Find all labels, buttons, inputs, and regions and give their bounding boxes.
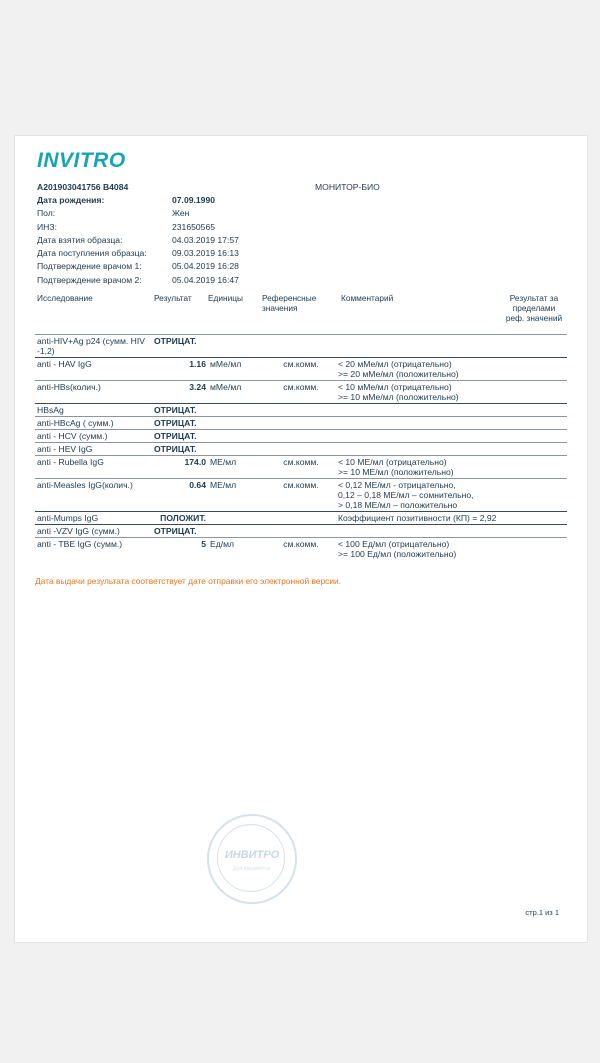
cell-study: anti - HEV IgG — [37, 444, 93, 454]
stamp-text: ИНВИТРО — [224, 849, 280, 861]
header-units: Единицы — [208, 293, 243, 303]
cell-comment — [336, 443, 510, 456]
patient-info — [37, 194, 337, 287]
cell-study: anti - Rubella IgG — [37, 457, 104, 467]
cell-comment: < 0,12 МЕ/мл - отрицательно, 0,12 – 0,18 МЕ/мл – сомнительно, > 0,18 МЕ/мл – положительно — [338, 480, 474, 510]
table-row — [35, 335, 567, 358]
cell-comment — [336, 404, 510, 417]
cell-comment: Коэффициент позитивности (КП) = 2,92 — [338, 513, 497, 523]
cell-out-of-range — [510, 417, 567, 430]
cell-study: anti-Mumps IgG — [37, 513, 99, 523]
table-header — [37, 293, 567, 333]
header-comment: Комментарий — [341, 293, 394, 303]
results-table — [35, 334, 567, 560]
cell-reference: см.комм. — [283, 382, 319, 392]
cell-result: 174.0 — [184, 457, 206, 467]
cell-out-of-range — [510, 404, 567, 417]
info-label: Дата рождения: — [37, 195, 105, 205]
table-row — [35, 443, 567, 456]
cell-out-of-range — [510, 443, 567, 456]
cell-result: 1.16 — [189, 359, 206, 369]
info-row — [37, 260, 337, 273]
cell-comment — [336, 335, 510, 358]
info-value: 05.04.2019 16:28 — [172, 261, 239, 272]
cell-units — [208, 443, 266, 456]
cell-units — [208, 335, 266, 358]
info-value: 07.09.1990 — [172, 195, 216, 205]
cell-comment: < 10 мМе/мл (отрицательно) >= 10 мМе/мл (положительно) — [338, 382, 459, 402]
cell-out-of-range — [510, 479, 567, 512]
cell-units — [208, 525, 266, 538]
info-row — [37, 234, 337, 247]
cell-reference — [266, 443, 336, 456]
table-row — [35, 479, 567, 512]
info-row — [37, 207, 337, 220]
cell-result: ОТРИЦАТ. — [154, 336, 197, 346]
cell-comment — [336, 430, 510, 443]
info-label: Подтверждение врачом 2: — [37, 274, 142, 285]
cell-study: anti - TBE IgG (сумм.) — [37, 539, 123, 549]
table-row — [35, 538, 567, 561]
cell-comment: < 100 Ед/мл (отрицательно) >= 100 Ед/мл (положительно) — [338, 539, 457, 559]
cell-result: ОТРИЦАТ. — [154, 418, 197, 428]
cell-units: Ед/мл — [210, 539, 235, 549]
header-study: Исследование — [37, 293, 93, 303]
cell-out-of-range — [510, 525, 567, 538]
cell-study: anti - HAV IgG — [37, 359, 92, 369]
cell-units: МЕ/мл — [210, 457, 237, 467]
header-out-of-range: Результат за пределами реф. значений — [505, 293, 563, 323]
cell-reference — [266, 525, 336, 538]
info-value: 04.03.2019 17:57 — [172, 234, 239, 245]
info-row — [37, 221, 337, 234]
cell-units — [208, 404, 266, 417]
info-label: Пол: — [37, 208, 56, 219]
cell-result: ПОЛОЖИТ. — [160, 513, 206, 523]
info-value: 09.03.2019 16:13 — [172, 248, 239, 259]
table-row — [35, 381, 567, 404]
footer-note: Дата выдачи результата соответствует дате отправки его электронной версии. — [35, 576, 342, 586]
cell-comment — [336, 417, 510, 430]
cell-units: мМе/мл — [210, 359, 242, 369]
invitro-logo: INVITRO — [37, 149, 126, 172]
info-value: Жен — [172, 208, 190, 219]
table-row — [35, 456, 567, 479]
cell-study: anti-HBcAg ( сумм.) — [37, 418, 114, 428]
cell-result: ОТРИЦАТ. — [154, 431, 197, 441]
cell-out-of-range — [510, 335, 567, 358]
cell-out-of-range — [510, 430, 567, 443]
table-row — [35, 512, 567, 525]
cell-study: HBsAg — [37, 405, 64, 415]
cell-result: 3.24 — [189, 382, 206, 392]
table-row — [35, 525, 567, 538]
cell-units: мМе/мл — [210, 382, 242, 392]
cell-out-of-range — [510, 358, 567, 381]
lab-name: МОНИТОР-БИО — [315, 182, 380, 192]
cell-study: anti-HBs(колич.) — [37, 382, 101, 392]
cell-comment — [336, 525, 510, 538]
info-row — [37, 274, 337, 287]
info-value: 05.04.2019 16:47 — [172, 274, 239, 285]
order-id: A201903041756 B4084 — [37, 182, 129, 192]
table-row — [35, 417, 567, 430]
cell-units — [208, 417, 266, 430]
cell-study: anti-HIV+Ag p24 (сумм. HIV -1,2) — [37, 336, 145, 356]
stamp-subtext: Для документов — [233, 866, 271, 872]
cell-out-of-range — [510, 538, 567, 561]
header-result: Результат — [154, 293, 192, 303]
cell-out-of-range — [510, 512, 567, 525]
cell-out-of-range — [510, 381, 567, 404]
info-label: Дата поступления образца: — [37, 248, 147, 259]
info-row — [37, 247, 337, 260]
cell-comment: < 10 МЕ/мл (отрицательно) >= 10 МЕ/мл (положительно) — [338, 457, 454, 477]
info-value: 231650565 — [172, 221, 216, 232]
cell-result: ОТРИЦАТ. — [154, 526, 197, 536]
cell-out-of-range — [510, 456, 567, 479]
cell-reference — [266, 335, 336, 358]
header-reference: Референсные значения — [262, 293, 317, 313]
cell-reference — [266, 512, 336, 525]
cell-reference: см.комм. — [283, 539, 319, 549]
cell-units — [208, 512, 266, 525]
cell-result: ОТРИЦАТ. — [154, 405, 197, 415]
cell-study: anti -VZV IgG (сумм.) — [37, 526, 120, 536]
page-number: стр.1 из 1 — [525, 908, 559, 917]
stamp-seal — [207, 814, 297, 904]
table-row — [35, 404, 567, 417]
cell-units — [208, 430, 266, 443]
cell-reference: см.комм. — [283, 457, 319, 467]
info-label: Подтверждение врачом 1: — [37, 261, 142, 272]
table-row — [35, 430, 567, 443]
cell-result: 0.64 — [189, 480, 206, 490]
info-label: ИНЗ: — [37, 221, 57, 232]
info-row — [37, 194, 337, 207]
cell-result: 5 — [201, 539, 206, 549]
table-row — [35, 358, 567, 381]
cell-study: anti - HCV (сумм.) — [37, 431, 108, 441]
info-label: Дата взятия образца: — [37, 234, 123, 245]
cell-result: ОТРИЦАТ. — [154, 444, 197, 454]
cell-reference — [266, 404, 336, 417]
cell-reference — [266, 430, 336, 443]
cell-reference: см.комм. — [283, 359, 319, 369]
cell-comment: < 20 мМе/мл (отрицательно) >= 20 мМе/мл (положительно) — [338, 359, 459, 379]
cell-reference — [266, 417, 336, 430]
cell-reference: см.комм. — [283, 480, 319, 490]
cell-study: anti-Measles IgG(колич.) — [37, 480, 133, 490]
document-page — [14, 135, 588, 943]
cell-units: МЕ/мл — [210, 480, 237, 490]
